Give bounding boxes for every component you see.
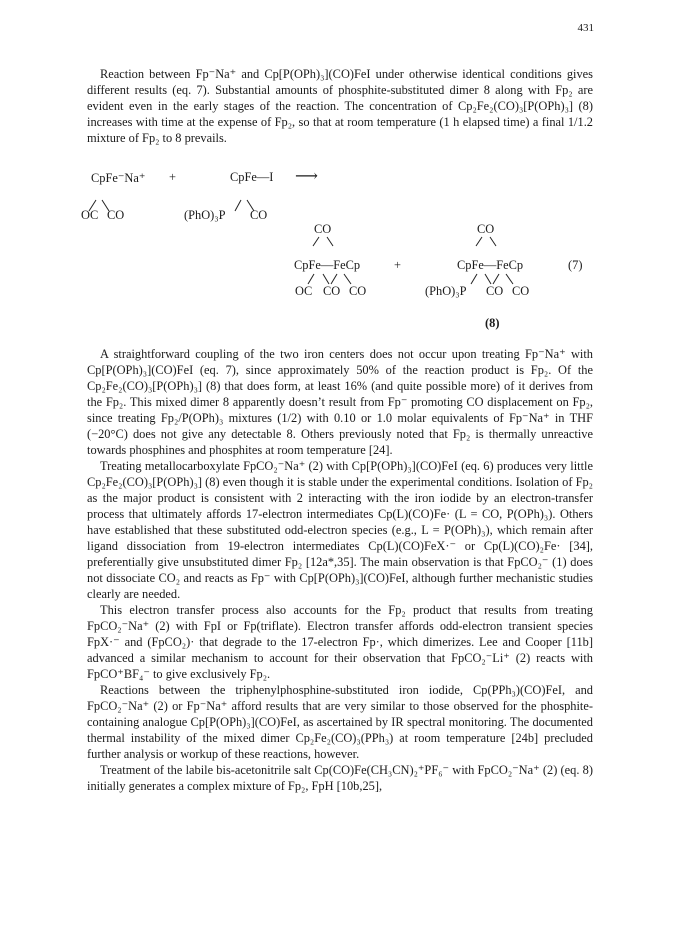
p2-co-right: CO bbox=[512, 284, 530, 298]
paragraph: Treating metallocarboxylate FpCO₂⁻Na⁺ (2) with Cp[P(OPh)₃](CO)FeI (eq. 6) produces very little Cp₂Fe₂(CO)₃[P(OPh)₃] (8) even though it is stable under the experimental conditions. Isolation of Fp₂ as the major product is consistent with 2 interacting with the iron iodide by an electron-transfer process that ultimately affords 17-electron intermediates Cp(L)(CO)Fe· (L = CO, P(OPh)₃). Others have established that these substituted odd-electron species (e.g., L = P(OPh)₃), which remain after ligand dissociation from 19-electron intermediates Cp(L)(CO)FeX·⁻ or Cp(L)(CO)₂Fe· [34], preferentially give unsubstituted dimer Fp₂ [12a*,35]. The main observation is that FpCO₂⁻ (1) does not dissociate CO₂ and reacts as Fp⁻ with Cp[P(OPh)₃](CO)FeI, although further mechanistic studies clearly are needed. bbox=[87, 459, 593, 601]
reaction-arrow: ⟶ bbox=[295, 168, 318, 185]
p2-phosphite: (PhO)₃P bbox=[425, 284, 467, 298]
compound-label: (8) bbox=[485, 316, 500, 330]
plus-sign-2: + bbox=[394, 258, 401, 272]
r2-co: CO bbox=[250, 208, 268, 222]
intro-paragraph-block bbox=[87, 66, 593, 146]
r2-phosphite: (PhO)₃P bbox=[184, 208, 226, 222]
paragraph: Reactions between the triphenylphosphine-substituted iron iodide, Cp(PPh₃)(CO)FeI, and FpCO₂⁻Na⁺ (2) or Fp⁻Na⁺ afford results that are very similar to those observed for the phosphite-containing analogue Cp[P(OPh)₃](CO)FeI, as ascertained by IR spectral monitoring. The documented thermal instability of the mixed dimer Cp₂Fe₂(CO)₃(PPh₃) at room temperature [24b] precluded further analysis or workup of these reactions, however. bbox=[87, 683, 593, 761]
reaction-scheme-eq-7 bbox=[81, 150, 593, 344]
p1-oc: OC bbox=[295, 284, 313, 298]
page-number: 431 bbox=[577, 22, 594, 34]
reactant-iron-iodide: CpFe—I bbox=[230, 170, 274, 184]
reactant-fp-anion: CpFe⁻Na⁺ bbox=[91, 171, 146, 185]
p1-core: CpFe—FeCp bbox=[294, 258, 361, 272]
p2-core: CpFe—FeCp bbox=[457, 258, 524, 272]
p2-co-mid: CO bbox=[486, 284, 504, 298]
p1-co-mid: CO bbox=[323, 284, 341, 298]
paragraph: Treatment of the labile bis-acetonitrile salt Cp(CO)Fe(CH₃CN)₂⁺PF₆⁻ with FpCO₂⁻Na⁺ (2) (eq. 8) initially generates a complex mixture of Fp₂, FpH [10b,25], bbox=[87, 763, 593, 793]
r1-co: CO bbox=[107, 208, 125, 222]
body-text bbox=[87, 346, 593, 794]
paragraph: A straightforward coupling of the two iron centers does not occur upon treating Fp⁻Na⁺ with Cp[P(OPh)₃](CO)FeI (eq. 7), since approximately 50% of the reaction product is Fp₂. Of the Cp₂Fe₂(CO)₃[P(OPh)₃] (8) that does form, at least 16% (and quite possible more) of it derives from the Fp₂. This mixed dimer 8 apparently doesn’t result from Fp⁻ promoting CO displacement on Fp₂, since treating Fp₂/P(OPh)₃ mixtures (1/2) with 0.10 or 1.0 molar equivalents of Fp⁻Na⁺ in THF (−20°C) does not give any detectable 8. Others previously noted that Fp₂ is thermally unreactive towards phosphines and phosphites at room temperature [24]. bbox=[87, 347, 593, 457]
plus-sign: + bbox=[169, 170, 176, 184]
p1-co-right: CO bbox=[349, 284, 367, 298]
paragraph: This electron transfer process also accounts for the Fp₂ product that results from treating FpCO₂⁻Na⁺ (2) with FpI or Fp(triflate). Electron transfer affords odd-electron transient species FpX·⁻ and (FpCO₂)· that degrade to the 17-electron Fp·, which dimerizes. Lee and Cooper [11b] advanced a similar mechanism to account for their observation that FpCO₂⁻Li⁺ (2) reacts with FpCO⁺BF₄⁻ to give exclusively Fp₂. bbox=[87, 603, 593, 681]
p2-bridge-co: CO bbox=[477, 222, 495, 236]
r1-oc: OC bbox=[81, 208, 99, 222]
paragraph: Reaction between Fp⁻Na⁺ and Cp[P(OPh)₃](CO)FeI under otherwise identical conditions gives different results (eq. 7). Substantial amounts of phosphite-substituted dimer 8 along with Fp₂ are evident even in the early stages of the reaction. The concentration of Cp₂Fe₂(CO)₃[P(OPh)₃] (8) increases with time at the expense of Fp₂, so that at room temperature (1 h elapsed time) a final 1/1.2 mixture of Fp₂ to 8 prevails. bbox=[87, 67, 593, 145]
scheme-bonds bbox=[87, 150, 593, 344]
equation-number: (7) bbox=[568, 258, 583, 272]
p1-bridge-co: CO bbox=[314, 222, 332, 236]
